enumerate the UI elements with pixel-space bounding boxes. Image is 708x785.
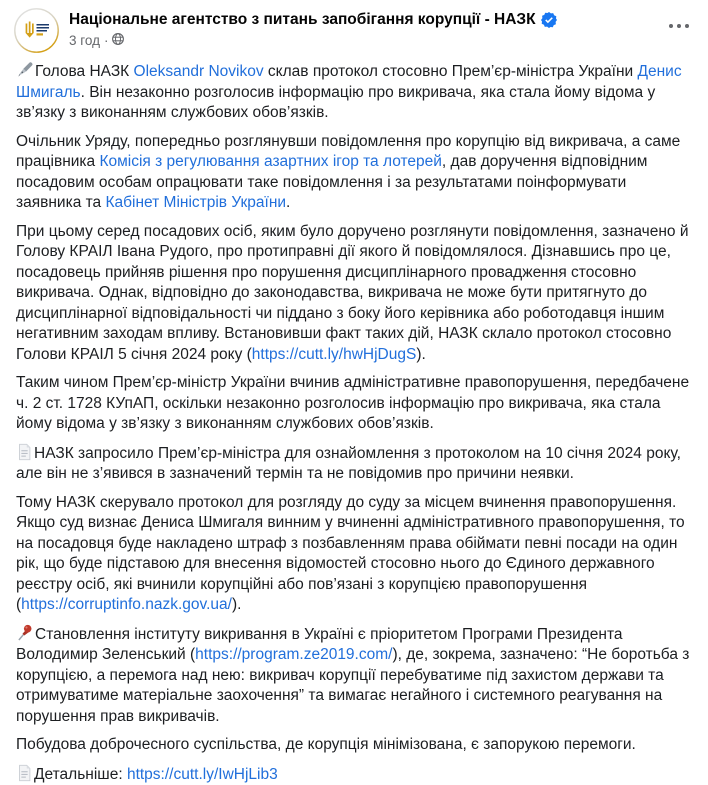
post-text: Становлення інституту викривання в Україні є пріоритетом Програми Президента Володимир Зеленський ( xyxy=(16,626,623,664)
inline-link[interactable]: Комісія з регулювання азартних ігор та лотерей xyxy=(99,153,441,170)
inline-link[interactable]: https://program.ze2019.com/ xyxy=(195,646,392,663)
document-emoji-icon xyxy=(16,764,33,782)
post-paragraph xyxy=(16,443,692,485)
post-text: Таким чином Прем’єр-міністр України вчинив адміністративне правопорушення, передбачене ч. 2 ст. 1728 КУпАП, оскільки незаконно розголосив інформацію про викривача, яка стала йому відома у зв’язку з виконанням службових обов’язків. xyxy=(16,374,689,432)
inline-link[interactable]: Oleksandr Novikov xyxy=(134,63,264,80)
pen-emoji-icon xyxy=(16,61,34,79)
timestamp-link[interactable]: 3 год xyxy=(69,33,100,48)
post-text: Тому НАЗК скерувало протокол для розгляду до суду за місцем вчинення правопорушення. Якщо суд визнає Дениса Шмигаля винним у вчиненні адміністративного правопорушення, то на посадовця буде накладено штраф з позбавленням права обіймати певні посади на один рік, що буде підставою для внесення відомостей стосовно нього до Єдиного державного реєстру осіб, які вчинили корупційні або пов’язані з корупцією правопорушення ( xyxy=(16,494,685,614)
post-text: . Він незаконно розголосив інформацію про викривача, яка стала йому відома у зв’язку з виконанням службових обов’язків. xyxy=(16,84,655,122)
post-text: , дав доручення відповідним посадовим особам опрацювати таке повідомлення і за результатами поінформувати заявника та xyxy=(16,153,647,211)
post-text: При цьому серед посадових осіб, яким було доручено розглянути повідомлення, зазначено й Голову КРАІЛ Івана Рудого, про протиправні дії якого й повідомлялося. Дізнавшись про це, посадовець прийняв рішення про порушення дисциплінарного провадження стосовно викривача. Однак, відповідно до законодавства, викривача не може бути притягнуто до дисциплінарної відповідальності чи піддано з боку його керівника або роботодавця іншим негативним заходам впливу. Встановивши факт таких дій, НАЗК склало протокол стосовно Голови КРАІЛ 5 січня 2024 року ( xyxy=(16,223,688,363)
inline-link[interactable]: Кабінет Міністрів України xyxy=(105,194,286,211)
post-paragraph xyxy=(16,222,692,366)
avatar[interactable] xyxy=(14,8,59,53)
post-paragraph xyxy=(16,735,692,756)
post-text: Очільник Уряду, попередньо розглянувши повідомлення про корупцію від викривача, а саме працівника xyxy=(16,133,680,171)
inline-link[interactable]: Денис Шмигаль xyxy=(16,63,682,101)
post-text: Детальніше: xyxy=(34,766,127,783)
post-body xyxy=(0,58,708,785)
document-emoji-icon xyxy=(16,443,33,461)
post-text: ). xyxy=(416,346,425,363)
post-paragraph xyxy=(16,624,692,728)
verified-badge-icon xyxy=(541,12,557,28)
post-text: . xyxy=(286,194,290,211)
post-paragraph xyxy=(16,132,692,214)
meta-separator: · xyxy=(104,33,109,48)
post-menu-button[interactable] xyxy=(666,10,692,40)
post-paragraph xyxy=(16,373,692,435)
post-text: склав протокол стосовно Прем’єр-міністра України xyxy=(264,63,638,80)
post-text: Голова НАЗК xyxy=(35,63,134,80)
post-paragraph xyxy=(16,493,692,616)
post-meta xyxy=(69,33,666,48)
post-text: ), де, зокрема, зазначено: “Не боротьба з корупцією, а перемога над нею: викривач корупції перебуватиме під захистом держави та отримуватиме матеріальне заохочення” та вимагає негайного і системного реагування на порушення прав викривачів. xyxy=(16,646,689,725)
post-paragraph xyxy=(16,61,692,124)
post-text: Побудова доброчесного суспільства, де корупція мінімізована, є запорукою перемоги. xyxy=(16,736,636,753)
inline-link[interactable]: https://cutt.ly/IwHjLib3 xyxy=(127,766,278,783)
header-text-block xyxy=(69,8,666,48)
page-name-link[interactable]: Національне агентство з питань запобігання корупції - НАЗК xyxy=(69,10,536,29)
post-paragraph xyxy=(16,764,692,785)
post-text: НАЗК запросило Прем’єр-міністра для ознайомлення з протоколом на 10 січня 2024 року, але він не з’явився в зазначений термін та не повідомив про причини неявки. xyxy=(16,445,681,483)
three-dots-icon xyxy=(668,16,690,33)
post-header xyxy=(0,0,708,58)
post-text: ). xyxy=(232,596,241,613)
nazk-logo-icon xyxy=(14,40,59,57)
pushpin-emoji-icon xyxy=(16,624,34,642)
globe-privacy-icon xyxy=(112,33,124,48)
inline-link[interactable]: https://corruptinfo.nazk.gov.ua/ xyxy=(21,596,232,613)
inline-link[interactable]: https://cutt.ly/hwHjDugS xyxy=(252,346,417,363)
